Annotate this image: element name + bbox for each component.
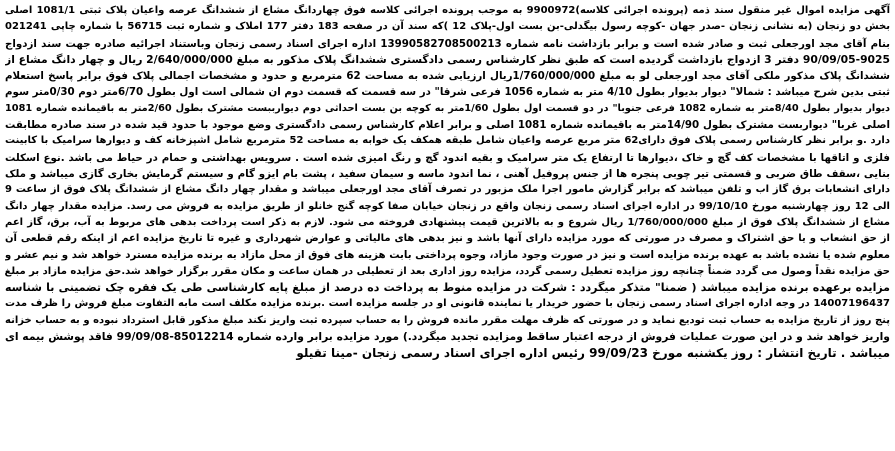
notice-line: 14007196437 در وجه اداره اجرای اسناد رسمی زنجان با حضور خریدار یا نماینده قانونی او در جلسه مزایده است .برنده مزایده مکلف است مابه التفاوت مبلغ فروش را ظرف مدت	[5, 298, 890, 310]
notice-line: فلزی و اتاقها با مشخصات کف گچ و خاک ،دیوارها تا ارتفاع یک متر سرامیک و بقیه اندود گچ و رنگ امیزی شده است . سرویس بهداشتی و حمام در حیاط می باشد .نوع اسکلت	[5, 151, 890, 164]
notice-line: الی 12 روز چهارشنبه مورخ 99/10/10 در اداره اجرای اسناد رسمی زنجان واقع در زنجان خیابان صفا کوچه گنج خانلو از طریق مزایده به فروش می رسد. مزایده مقدار چهار دانگ	[5, 200, 890, 212]
notice-line: ششدانگ پلاک مذکور ملکی آقای مجد اورجعلی لو به مبلغ 1/760/000/000ریال ارزیابی شده به مساحت 62 مترمربع و حدود و مشخصات اجمالی پلاک فوق برابر پاسخ استعلام	[5, 70, 890, 83]
notice-line: ثبتی بدین شرح میباشد : شمالا" دیوار بدیوار بطول 4/10 متر به شماره 1056 فرعی شرقا" در سه قسمت که قسمت دوم ان شمالی است اول بطول 6/70متر دوم 0/30متر سوم	[5, 86, 890, 99]
notice-line: پنج روز از تاریخ مزایده به حساب ثبت تودیع نماید و در صورتی که ظرف مهلت مقرر مانده فروش را به حساب سپرده ثبت واریز نکند مبلغ مذکور قابل استرداد نبوده و به حساب خزانه	[5, 314, 890, 326]
notice-line: دارد .و برابر نظر کارشناس رسمی پلاک فوق دارای62 متر مربع عرصه واعیان شامل طبقه همکف یک خوابه به مساحت 52 مترمربع شامل اشپزخانه کف و دیوارها سرامیک با کابینت	[5, 135, 890, 147]
notice-line: حق مزایده نقداً وصول می گردد ضمناً چنانچه روز مزایده تعطیل رسمی گردد، مزایده روز اداری بعد از تعطیلی در همان ساعت و مکان مقرر برگزار خواهد شد.حق مزایده مازاد بر مبلغ	[5, 265, 890, 277]
notice-line: بنام آقای مجد اورجعلی ثبت و صادر شده است و برابر بازداشت نامه شماره 13990582708500213 اداره اجرای اسناد رسمی زنجان وباستناد اجرائیه صادره جهت سند ازدواج	[5, 37, 890, 50]
notice-line: از حق انشعاب و یا حق اشتراک و مصرف در صورتی که مورد مزایده دارای آنها باشد و نیز بدهی های مالیاتی و عوارض شهرداری و غیره تا تاریخ مزایده اعم از اینکه رقم قطعی آن	[5, 233, 890, 245]
notice-line: مزایده برعهده برنده مزایده میباشد ( ضمنا" متذکر میگردد : شرکت در مزایده منوط به پرداخت ده درصد از مبلغ پایه کارشناسی طی یک فقره چک تضمینی با شناسه	[5, 281, 890, 295]
notice-line: بنایی ،سقف طاق ضربی و قسمتی تیر چوبی پنجره ها از جنس پروفیل آهنی ، نما اندود ماسه و سیمان سفید ، پشت بام ایزو گام و سیستم گرمایش بخاری گازی میباشد و ملک	[5, 167, 890, 180]
notice-line: دیوار بدیوار بطول 8/40متر به شماره 1082 فرعی جنوبا" در دو قسمت اول بطول 1/60متر به کوچه بن بست احداثی دوم دیوارببست مشترک بطول 2/60متر به باقیمانده شماره 1081	[5, 102, 890, 114]
notice-line: دارای انشعابات برق گاز اب و تلفن میباشد که برابر گزارش مامور اجرا ملک مزبور در تصرف آقای مجد اورجعلی میباشد و مقدار چهار دانگ مشاع از ششدانگ پلاک فوق از ساعت 9	[5, 184, 890, 196]
notice-line: معلوم شده یا نشده باشد به عهده برنده مزایده است و نیز در صورت وجود مازاد، وجوه پرداختی بابت هزینه های فوق از محل مازاد به برنده مزایده مسترد خواهد شد و نیم عشر و	[5, 249, 890, 262]
notice-line: بخش دو زنجان (به نشانی زنجان -صدر جهان -کوچه رسول بیگدلی-بن بست اول-پلاک 12 )که سند آن در صفحه 183 دفتر 177 املاک و شماره ثبت 56715 با شماره چاپی 021241	[5, 21, 890, 33]
notice-line: مشاع از ششدانگ پلاک فوق از مبلغ 1/760/000/000 ریال شروع و به بالاترین قیمت پیشنهادی فروخته می شود. لازم به ذکر است پرداخت بدهی های مربوط به آب، برق، گاز اعم	[5, 216, 890, 228]
notice-line: اصلی غربا" دیواربست مشترک بطول 14/90متر به باقیمانده شماره 1081 اصلی و برابر اعلام کارشناس رسمی دادگستری وضع موجود با حدود قید شده در سند صادره مطابقت	[5, 119, 890, 132]
notice-line: واریز خواهد شد و در این صورت عملیات فروش از درجه اعتبار ساقط ومزایده تجدید میگردد.) مورد مزایده برابر وارده شماره 85012214-99/09/08 فاقد پوشش بیمه ای	[5, 329, 890, 343]
notice-line: 90/09/05-9025 دفتر 3 ازدواج بازداشت گردیده است که طبق نظر کارشناس رسمی دادگستری ششدانگ پلاک مذکور به مبلغ 2/640/000/000 ریال و چهار دانگ مشاع از	[5, 52, 890, 66]
notice-line-last: میباشد . تاریخ انتشار : روز یکشنبه مورخ 99/09/23 رئیس اداره اجرای اسناد رسمی زنجان -مینا تقیلو	[296, 346, 890, 361]
notice-line: آگهی مزایده اموال غیر منقول سند ذمه (پرونده اجرائی کلاسه)9900972 به موجب پرونده اجرائی کلاسه فوق چهاردانگ مشاع از ششدانگ عرصه واعیان پلاک ثبتی 1081/1 اصلی	[5, 5, 890, 16]
